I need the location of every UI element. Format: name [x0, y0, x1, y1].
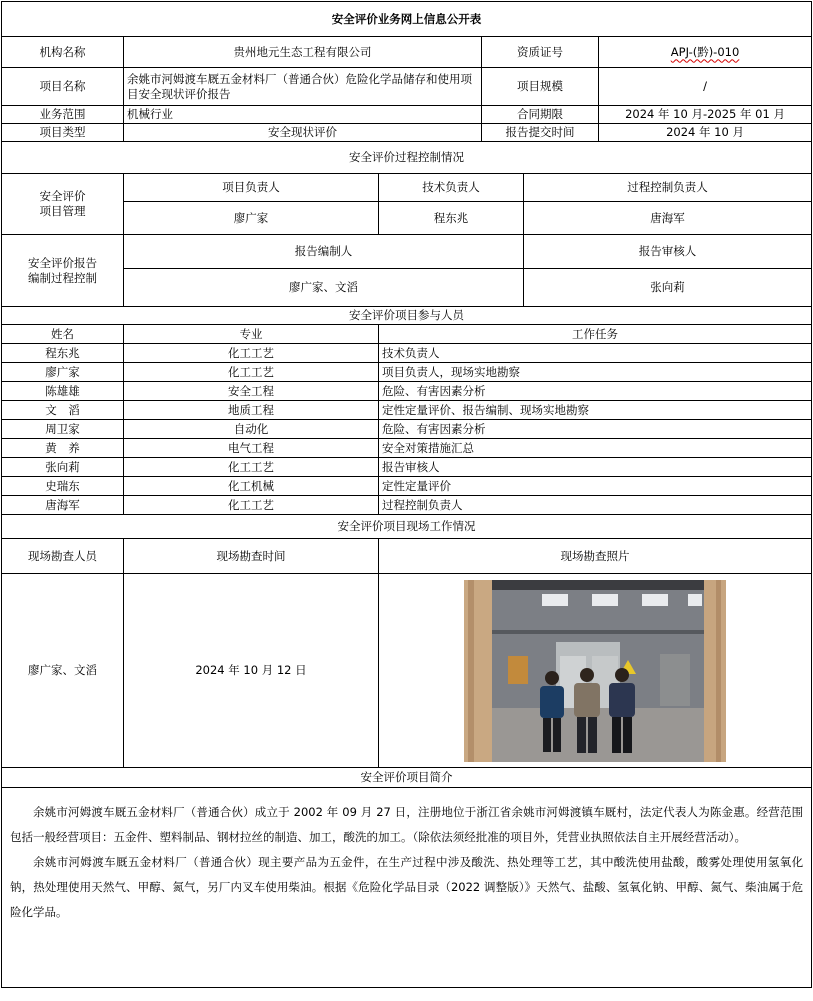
cert-value-text: APJ-(黔)-010 — [670, 44, 740, 59]
participants-header-task: 工作任务 — [379, 325, 812, 344]
scope-label: 业务范围 — [2, 106, 124, 124]
participant-major: 化工工艺 — [124, 496, 379, 515]
participant-major: 化工工艺 — [124, 363, 379, 382]
tech-value: 程东兆 — [379, 202, 524, 235]
cert-value — [599, 37, 812, 68]
site-photo-cell — [379, 574, 812, 768]
participant-major: 安全工程 — [124, 382, 379, 401]
submit-label: 报告提交时间 — [482, 124, 599, 142]
scope-value: 机械行业 — [124, 106, 482, 124]
org-value: 贵州地元生态工程有限公司 — [124, 37, 482, 68]
project-value: 余姚市河姆渡车厩五金材料厂（普通合伙）危险化学品储存和使用项目安全现状评价报告 — [124, 68, 482, 106]
participants-header-major: 专业 — [124, 325, 379, 344]
disclosure-table — [1, 1, 812, 988]
participant-major: 化工工艺 — [124, 344, 379, 363]
participant-task: 安全对策措施汇总 — [379, 439, 812, 458]
site-inspection-photo — [464, 580, 726, 762]
participant-major: 电气工程 — [124, 439, 379, 458]
page-title: 安全评价业务网上信息公开表 — [2, 2, 812, 37]
intro-content — [2, 788, 812, 988]
site-time-value: 2024 年 10 月 12 日 — [124, 574, 379, 768]
reviewer-value: 张向莉 — [524, 269, 812, 307]
site-section-title: 安全评价项目现场工作情况 — [2, 515, 812, 539]
participant-name: 张向莉 — [2, 458, 124, 477]
submit-value: 2024 年 10 月 — [599, 124, 812, 142]
participant-name: 黄 养 — [2, 439, 124, 458]
table-row — [2, 477, 812, 496]
table-row — [2, 401, 812, 420]
leader-label: 项目负责人 — [124, 174, 379, 202]
site-photo-label: 现场勘查照片 — [379, 539, 812, 574]
reviewer-label: 报告审核人 — [524, 235, 812, 269]
mgmt-label — [2, 174, 124, 235]
participant-task: 技术负责人 — [379, 344, 812, 363]
scale-label: 项目规模 — [482, 68, 599, 106]
participant-name: 廖广家 — [2, 363, 124, 382]
intro-section-title: 安全评价项目简介 — [2, 768, 812, 788]
table-row — [2, 496, 812, 515]
author-value: 廖广家、文滔 — [124, 269, 524, 307]
leader-value: 廖广家 — [124, 202, 379, 235]
participant-name: 文 滔 — [2, 401, 124, 420]
table-row — [2, 458, 812, 477]
participant-task: 项目负责人，现场实地勘察 — [379, 363, 812, 382]
participant-task: 定性定量评价、报告编制、现场实地勘察 — [379, 401, 812, 420]
process-section-title: 安全评价过程控制情况 — [2, 142, 812, 174]
intro-paragraph-2: 余姚市河姆渡车厩五金材料厂（普通合伙）现主要产品为五金件，在生产过程中涉及酸洗、热处理等工艺，其中酸洗使用盐酸，酸雾处理使用氢氧化钠，热处理使用天然气、甲醇、氮气，另厂内叉车使用柴油。根据《危险化学品目录（2022 调整版）》天然气、盐酸、氢氧化钠、甲醇、氮气、柴油属于危险化学品。 — [10, 855, 804, 919]
participant-major: 地质工程 — [124, 401, 379, 420]
site-people-label: 现场勘查人员 — [2, 539, 124, 574]
table-row — [2, 420, 812, 439]
participant-task: 定性定量评价 — [379, 477, 812, 496]
org-label: 机构名称 — [2, 37, 124, 68]
participant-name: 史瑞东 — [2, 477, 124, 496]
participant-name: 周卫家 — [2, 420, 124, 439]
table-row — [2, 363, 812, 382]
type-value: 安全现状评价 — [124, 124, 482, 142]
mgmt-label-line1: 安全评价 — [39, 189, 86, 203]
type-label: 项目类型 — [2, 124, 124, 142]
author-label: 报告编制人 — [124, 235, 524, 269]
participant-task: 报告审核人 — [379, 458, 812, 477]
period-value: 2024 年 10 月-2025 年 01 月 — [599, 106, 812, 124]
intro-paragraph-1: 余姚市河姆渡车厩五金材料厂（普通合伙）成立于 2002 年 09 月 27 日，注册地位于浙江省余姚市河姆渡镇车厩村，法定代表人为陈金惠。经营范围包括一般经营项目：五金件、塑料制品、钢材拉丝的制造、加工，酸洗的加工。（除依法须经批准的项目外，凭营业执照依法自主开展经营活动）。 — [10, 805, 804, 844]
participant-task: 危险、有害因素分析 — [379, 420, 812, 439]
participant-major: 自动化 — [124, 420, 379, 439]
participant-task: 过程控制负责人 — [379, 496, 812, 515]
participant-major: 化工机械 — [124, 477, 379, 496]
report-label — [2, 235, 124, 307]
site-time-label: 现场勘查时间 — [124, 539, 379, 574]
project-label: 项目名称 — [2, 68, 124, 106]
participants-section-title: 安全评价项目参与人员 — [2, 307, 812, 325]
participant-name: 唐海军 — [2, 496, 124, 515]
report-label-line2: 编制过程控制 — [28, 270, 97, 285]
participant-task: 危险、有害因素分析 — [379, 382, 812, 401]
table-row — [2, 344, 812, 363]
scale-value: / — [599, 68, 812, 106]
period-label: 合同期限 — [482, 106, 599, 124]
ctrl-label: 过程控制负责人 — [524, 174, 812, 202]
participant-name: 陈雄雄 — [2, 382, 124, 401]
site-people-value: 廖广家、文滔 — [2, 574, 124, 768]
report-label-line1: 安全评价报告 — [28, 255, 97, 270]
mgmt-label-line2: 项目管理 — [39, 204, 86, 218]
participant-name: 程东兆 — [2, 344, 124, 363]
tech-label: 技术负责人 — [379, 174, 524, 202]
table-row — [2, 439, 812, 458]
participants-header-name: 姓名 — [2, 325, 124, 344]
cert-label: 资质证号 — [482, 37, 599, 68]
ctrl-value: 唐海军 — [524, 202, 812, 235]
participant-major: 化工工艺 — [124, 458, 379, 477]
table-row — [2, 382, 812, 401]
